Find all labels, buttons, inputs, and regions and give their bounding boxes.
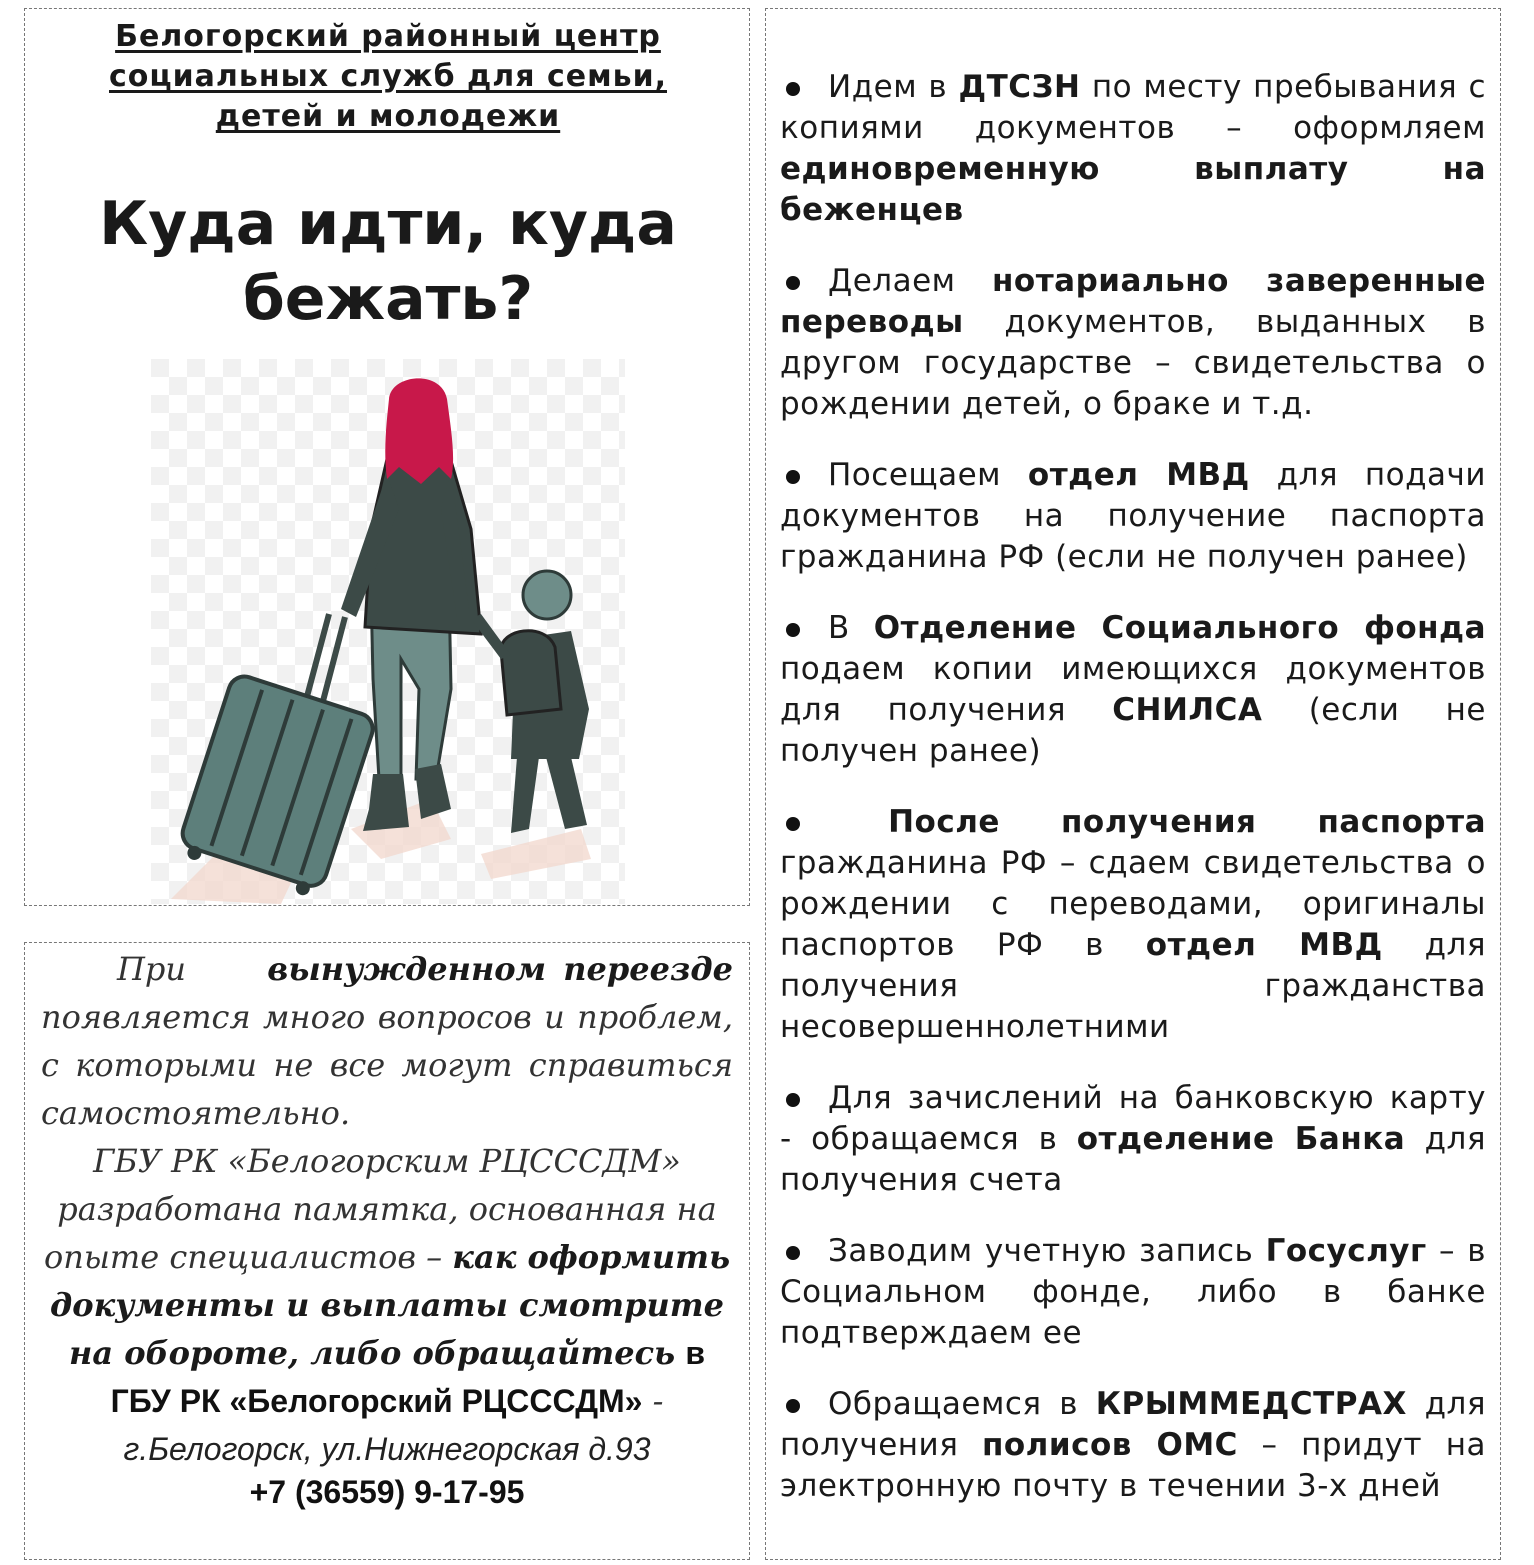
bullet-icon <box>786 82 800 96</box>
woman-hair <box>385 378 453 484</box>
bullet-icon <box>786 623 800 637</box>
child-backpack <box>501 631 561 715</box>
bullet-icon <box>786 817 800 831</box>
list-item: Посещаем отдел МВД для подачи документов на получение паспорта гражданина РФ (если не получен ранее) <box>780 457 1486 575</box>
memo-paragraph: ГБУ РК «Белогорским РЦСССДМ» разработана памятка, основанная на опыте специалистов – как оформить документы и выплаты смотрите на обороте, либо обращайтесь в ГБУ РК «Белогорский РЦСССДМ» - <box>43 1142 731 1420</box>
title-line: Куда идти, куда <box>99 189 677 259</box>
list-item: Обращаемся в КРЫММЕДСТРАХ для получения полисов ОМС – придут на электронную почту в течении 3-х дней <box>780 1386 1486 1504</box>
woman-with-child-and-suitcase-illustration <box>151 359 625 904</box>
title-panel <box>24 8 750 906</box>
list-item: Делаем нотариально заверенные переводы документов, выданных в другом государстве – свидетельства о рождении детей, о браке и т.д. <box>780 263 1486 422</box>
bullet-icon <box>786 1246 800 1260</box>
info-text <box>41 945 733 1511</box>
bullet-icon <box>786 276 800 290</box>
steps-list <box>780 67 1486 1537</box>
title-line: бежать? <box>242 264 534 334</box>
intro-paragraph: При вынужденном переезде появляется много вопросов и проблем, с которыми не все могут справиться самостоятельно. <box>41 950 734 1132</box>
org-line: Белогорский районный центр <box>115 19 661 54</box>
bullet-icon <box>786 1399 800 1413</box>
organization-name <box>25 17 751 137</box>
steps-panel <box>765 8 1501 1560</box>
bullet-icon <box>786 470 800 484</box>
child-head <box>523 571 571 619</box>
org-line: детей и молодежи <box>215 99 561 134</box>
address: г.Белогорск, ул.Нижнегорская д.93 <box>123 1431 651 1467</box>
phone-number: +7 (36559) 9-17-95 <box>249 1474 525 1510</box>
list-item: В Отделение Социального фонда подаем копии имеющихся документов для получения СНИЛСА (если не получен ранее) <box>780 610 1486 769</box>
info-box <box>24 942 750 1560</box>
list-item: Для зачислений на банковскую карту - обращаемся в отделение Банка для получения счета <box>780 1080 1487 1198</box>
page-title <box>25 187 751 337</box>
list-item: После получения паспорта гражданина РФ – сдаем свидетельства о рождении с переводами, оригиналы паспортов РФ в отдел МВД для получения гражданства несовершеннолетними <box>780 804 1487 1045</box>
bullet-icon <box>786 1093 800 1107</box>
org-line: социальных служб для семьи, <box>109 59 667 94</box>
list-item: Заводим учетную запись Госуслуг – в Социальном фонде, либо в банке подтверждаем ее <box>780 1233 1486 1351</box>
list-item: Идем в ДТСЗН по месту пребывания с копиями документов – оформляем единовременную выплату на беженцев <box>780 69 1486 228</box>
